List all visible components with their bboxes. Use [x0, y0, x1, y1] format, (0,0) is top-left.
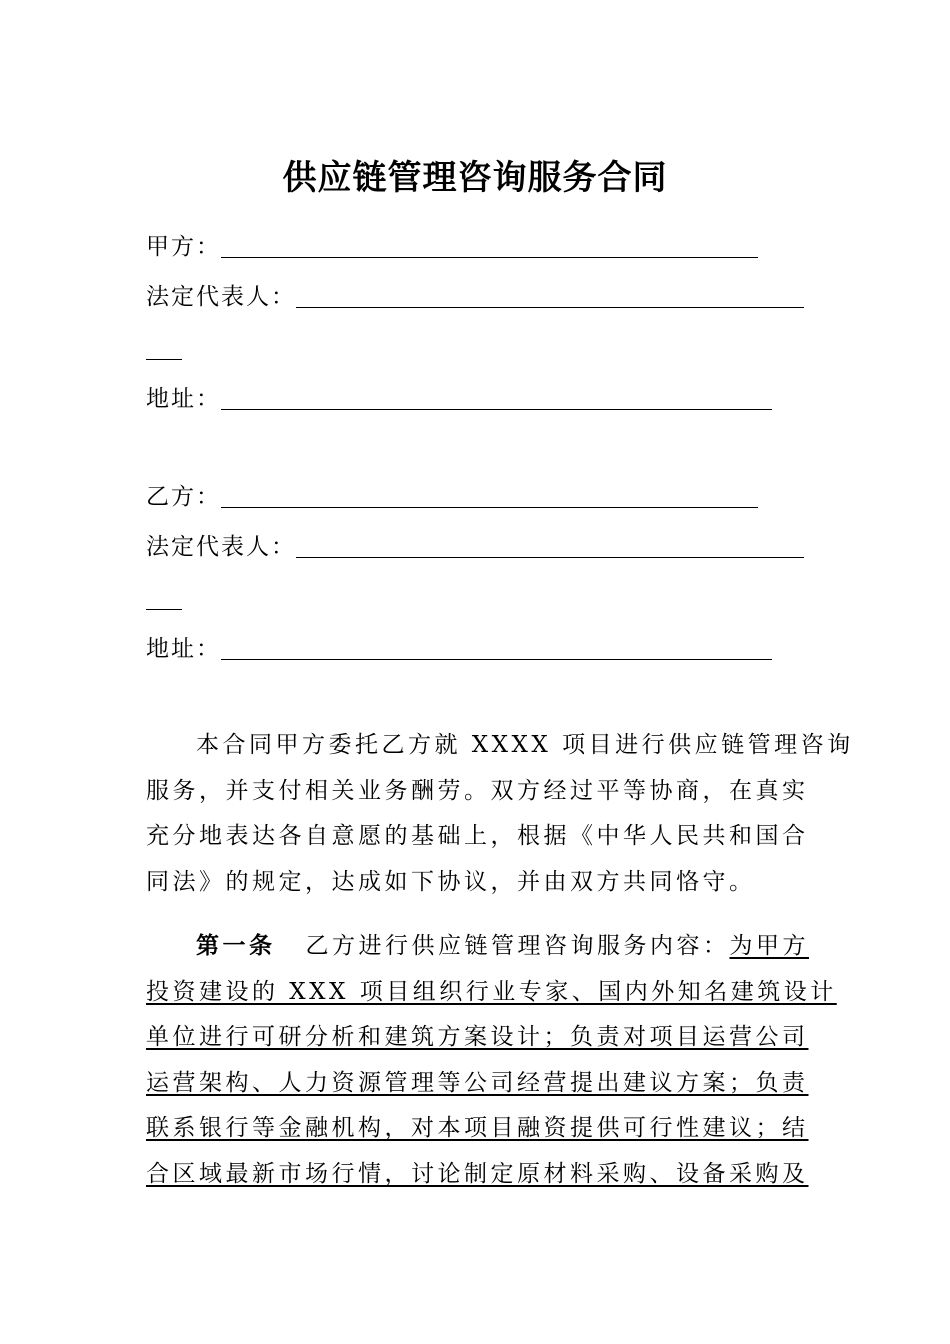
party-a-rep-field — [146, 280, 804, 310]
preamble-line: 本合同甲方委托乙方就 XXXX 项目进行供应链管理咨询 — [196, 732, 854, 758]
party-b-address-field — [146, 632, 772, 662]
party-b-name-label: 乙方： — [146, 484, 221, 510]
party-b-rep-field — [146, 530, 804, 560]
party-a-rep-blank[interactable] — [296, 285, 804, 308]
preamble-paragraph — [146, 723, 854, 905]
article-1-first-line — [146, 924, 809, 970]
party-a-address-label: 地址： — [146, 386, 221, 412]
article-1-line: 单位进行可研分析和建筑方案设计；负责对项目运营公司 — [146, 1024, 809, 1050]
party-b-name-field — [146, 480, 758, 510]
party-a-address-field — [146, 382, 772, 412]
article-1-line: 合区域最新市场行情，讨论制定原材料采购、设备采购及 — [146, 1160, 809, 1187]
article-1-intro: 乙方进行供应链管理咨询服务内容： — [305, 933, 730, 959]
party-a-rep-label: 法定代表人： — [146, 284, 296, 310]
party-a-name-field — [146, 230, 758, 260]
party-a-rep-blank-continuation — [146, 359, 182, 360]
article-1-paragraph — [146, 924, 837, 1197]
party-a-name-blank[interactable] — [221, 235, 758, 258]
preamble-line: 服务，并支付相关业务酬劳。双方经过平等协商，在真实 — [146, 777, 809, 804]
party-a-address-blank[interactable] — [221, 387, 772, 410]
party-a-name-label: 甲方： — [146, 234, 221, 260]
party-b-rep-blank[interactable] — [296, 535, 804, 558]
article-1-heading: 第一条 — [196, 933, 276, 959]
party-b-address-blank[interactable] — [221, 637, 772, 660]
article-1-underlined-start: 为甲方 — [729, 933, 809, 959]
document-title: 供应链管理咨询服务合同 — [282, 158, 668, 198]
article-1-line: 运营架构、人力资源管理等公司经营提出建议方案；负责 — [146, 1069, 809, 1096]
preamble-line: 同法》的规定，达成如下协议，并由双方共同恪守。 — [146, 868, 756, 895]
article-1-line: 联系银行等金融机构，对本项目融资提供可行性建议；结 — [146, 1115, 809, 1141]
party-b-name-blank[interactable] — [221, 485, 758, 508]
article-1-line: 投资建设的 XXX 项目组织行业专家、国内外知名建筑设计 — [146, 978, 837, 1005]
party-b-rep-label: 法定代表人： — [146, 534, 296, 560]
party-b-rep-blank-continuation — [146, 609, 182, 610]
party-b-address-label: 地址： — [146, 636, 221, 662]
preamble-line: 充分地表达各自意愿的基础上，根据《中华人民共和国合 — [146, 823, 809, 849]
